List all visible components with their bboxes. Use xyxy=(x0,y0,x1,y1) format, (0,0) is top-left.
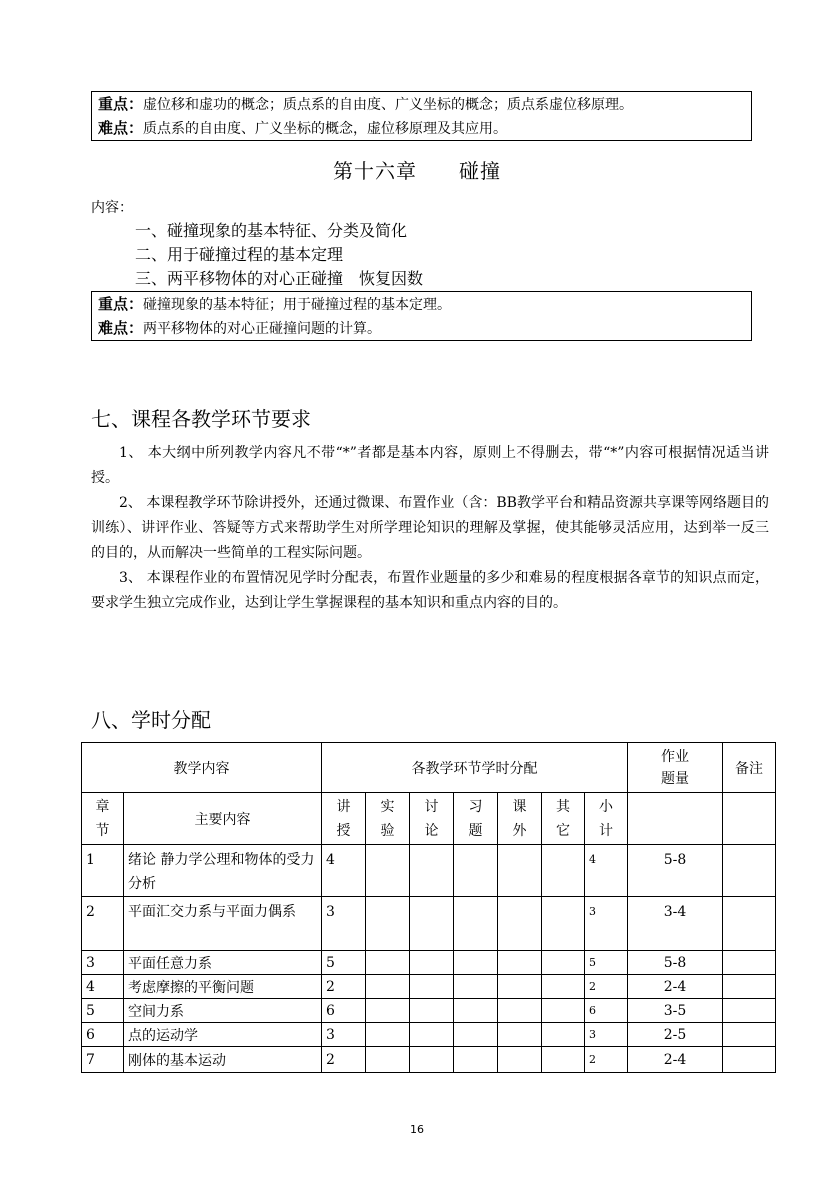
cell-chapter: 6 xyxy=(82,1023,124,1047)
cell-subtotal: 4 xyxy=(585,845,628,897)
cell-main-content: 平面任意力系 xyxy=(124,951,322,975)
difficulty-label: 难点： xyxy=(98,119,144,137)
cell-main-content: 点的运动学 xyxy=(124,1023,322,1047)
table-row xyxy=(82,1047,776,1073)
cell-chapter: 1 xyxy=(82,845,124,897)
subheader-exercise: 习 题 xyxy=(454,793,498,845)
cell-chapter: 7 xyxy=(82,1047,124,1073)
paragraph-2: 2、 本课程教学环节除讲授外，还通过微课、布置作业（含：BB教学平台和精品资源共享课等网络题目的训练）、讲评作业、答疑等方式来帮助学生对所学理论知识的理解及掌握，使其能够灵活应用，达到举一反三的目的，从而解决一些简单的工程实际问题。 xyxy=(91,495,769,561)
cell-main-content: 绪论 静力学公理和物体的受力分析 xyxy=(124,845,322,897)
table-row xyxy=(82,951,776,975)
cell-subtotal: 2 xyxy=(585,975,628,999)
cell-lecture: 3 xyxy=(322,897,366,951)
cell-subtotal: 2 xyxy=(585,1047,628,1073)
subheader-discussion: 讨 论 xyxy=(410,793,454,845)
table-row xyxy=(82,897,776,951)
cell-subtotal: 3 xyxy=(585,897,628,951)
prev-key-points-box xyxy=(91,91,752,141)
table-row xyxy=(82,999,776,1023)
section-heading-8: 八、学时分配 xyxy=(91,708,211,732)
difficulty-line xyxy=(98,316,745,340)
difficulty-text: 质点系的自由度、广义坐标的概念，虚位移原理及其应用。 xyxy=(143,121,508,137)
key-label: 重点： xyxy=(98,295,144,313)
content-item: 二、用于碰撞过程的基本定理 xyxy=(135,245,344,264)
subheader-main-content: 主要内容 xyxy=(124,793,322,845)
cell-main-content: 平面汇交力系与平面力偶系 xyxy=(124,897,322,951)
cell-chapter: 3 xyxy=(82,951,124,975)
section-heading-7: 七、课程各教学环节要求 xyxy=(91,407,311,431)
table-subheader-row xyxy=(82,793,776,845)
cell-subtotal: 5 xyxy=(585,951,628,975)
content-item: 三、两平移物体的对心正碰撞 恢复因数 xyxy=(135,269,424,288)
cell-chapter: 5 xyxy=(82,999,124,1023)
cell-lecture: 6 xyxy=(322,999,366,1023)
cell-homework: 5-8 xyxy=(628,845,723,897)
cell-subtotal: 6 xyxy=(585,999,628,1023)
chapter-title: 第十六章 碰撞 xyxy=(333,159,501,183)
cell-main-content: 考虑摩擦的平衡问题 xyxy=(124,975,322,999)
empty-cell xyxy=(723,793,776,845)
cell-lecture: 2 xyxy=(322,1047,366,1073)
cell-homework: 3-4 xyxy=(628,897,723,951)
chapter-content-list xyxy=(135,219,423,291)
prev-difficulty-line xyxy=(98,116,745,140)
cell-main-content: 空间力系 xyxy=(124,999,322,1023)
header-allocation: 各教学环节学时分配 xyxy=(322,743,628,793)
cell-homework: 5-8 xyxy=(628,951,723,975)
hours-allocation-table xyxy=(81,742,776,1073)
cell-subtotal: 3 xyxy=(585,1023,628,1047)
table-row xyxy=(82,845,776,897)
cell-lecture: 4 xyxy=(322,845,366,897)
difficulty-text: 两平移物体的对心正碰撞问题的计算。 xyxy=(143,321,382,337)
key-label: 重点： xyxy=(98,95,144,113)
cell-homework: 2-4 xyxy=(628,975,723,999)
cell-lecture: 5 xyxy=(322,951,366,975)
subheader-subtotal: 小 计 xyxy=(585,793,628,845)
key-text: 虚位移和虚功的概念；质点系的自由度、广义坐标的概念；质点系虚位移原理。 xyxy=(143,97,634,113)
cell-homework: 3-5 xyxy=(628,999,723,1023)
header-notes: 备注 xyxy=(723,743,776,793)
content-item: 一、碰撞现象的基本特征、分类及简化 xyxy=(135,221,408,240)
paragraph-3: 3、 本课程作业的布置情况见学时分配表，布置作业题量的多少和难易的程度根据各章节的知识点而定，要求学生独立完成作业，达到让学生掌握课程的基本知识和重点内容的目的。 xyxy=(91,570,769,611)
key-text: 碰撞现象的基本特征；用于碰撞过程的基本定理。 xyxy=(143,297,452,313)
subheader-chapter: 章 节 xyxy=(82,793,124,845)
empty-cell xyxy=(628,793,723,845)
table-row xyxy=(82,1023,776,1047)
subheader-other: 其 它 xyxy=(542,793,585,845)
cell-main-content: 刚体的基本运动 xyxy=(124,1047,322,1073)
cell-chapter: 2 xyxy=(82,897,124,951)
cell-homework: 2-5 xyxy=(628,1023,723,1047)
key-points-box xyxy=(91,291,752,341)
content-label: 内容： xyxy=(91,200,133,216)
subheader-extracurricular: 课 外 xyxy=(498,793,542,845)
page-number: 16 xyxy=(410,1123,424,1136)
cell-homework: 2-4 xyxy=(628,1047,723,1073)
cell-chapter: 4 xyxy=(82,975,124,999)
subheader-experiment: 实 验 xyxy=(366,793,410,845)
subheader-lecture: 讲 授 xyxy=(322,793,366,845)
header-homework: 作业 题量 xyxy=(628,743,723,793)
paragraph-1: 1、 本大纲中所列教学内容凡不带“*”者都是基本内容，原则上不得删去，带“*”内容可根据情况适当讲授。 xyxy=(91,445,769,486)
prev-key-line xyxy=(98,92,745,116)
header-content: 教学内容 xyxy=(82,743,322,793)
cell-lecture: 2 xyxy=(322,975,366,999)
difficulty-label: 难点： xyxy=(98,319,144,337)
table-header-row xyxy=(82,743,776,793)
key-line xyxy=(98,292,745,316)
cell-lecture: 3 xyxy=(322,1023,366,1047)
table-row xyxy=(82,975,776,999)
